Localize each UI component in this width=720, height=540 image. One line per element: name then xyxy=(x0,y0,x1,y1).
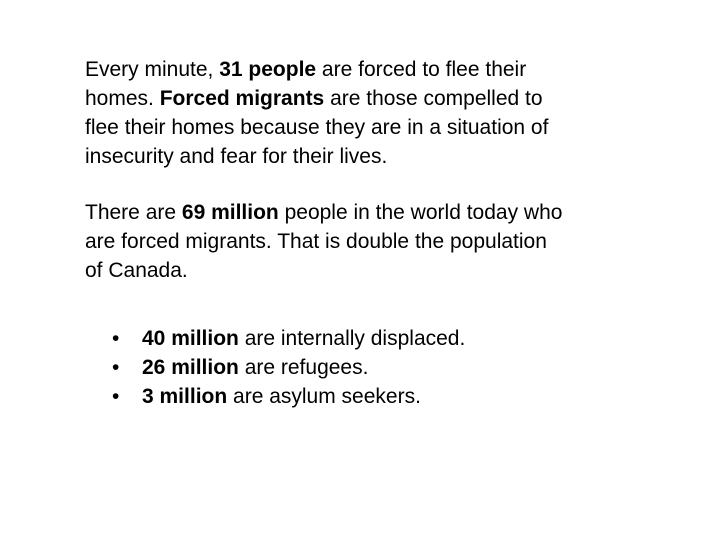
text-run: There are xyxy=(85,201,182,224)
bold-run: 3 million xyxy=(142,385,228,408)
text-run: are those compelled to xyxy=(324,87,543,110)
paragraph-69-million xyxy=(85,198,645,285)
bold-run: Forced migrants xyxy=(159,87,325,110)
paragraph-every-minute xyxy=(85,55,645,171)
bold-run: 26 million xyxy=(142,356,239,379)
bullet-list xyxy=(112,324,672,411)
bullet-icon: • xyxy=(112,356,120,379)
paragraph-line: flee their homes because they are in a situation of xyxy=(85,116,549,139)
text-run: are internally displaced. xyxy=(238,327,466,350)
text-run: are refugees. xyxy=(238,356,369,379)
bullet-item-asylum-seekers xyxy=(112,382,672,411)
paragraph-line xyxy=(85,198,645,227)
bold-run: 31 people xyxy=(219,58,317,81)
text-run: people in the world today who xyxy=(278,201,563,224)
bullet-item-internally-displaced xyxy=(112,324,672,353)
text-run: are forced to flee their xyxy=(316,58,527,81)
bullet-icon: • xyxy=(112,327,120,350)
paragraph-line xyxy=(85,84,645,113)
paragraph-line: of Canada. xyxy=(85,259,188,282)
bold-run: 69 million xyxy=(181,201,279,224)
text-run: Every minute, xyxy=(85,58,220,81)
paragraph-line xyxy=(85,55,645,84)
text-run: are asylum seekers. xyxy=(227,385,421,408)
paragraph-line: are forced migrants. That is double the population xyxy=(85,230,547,253)
text-run: homes. xyxy=(85,87,160,110)
paragraph-line: insecurity and fear for their lives. xyxy=(85,145,388,168)
bullet-item-refugees xyxy=(112,353,672,382)
bullet-icon: • xyxy=(112,385,120,408)
bold-run: 40 million xyxy=(142,327,239,350)
